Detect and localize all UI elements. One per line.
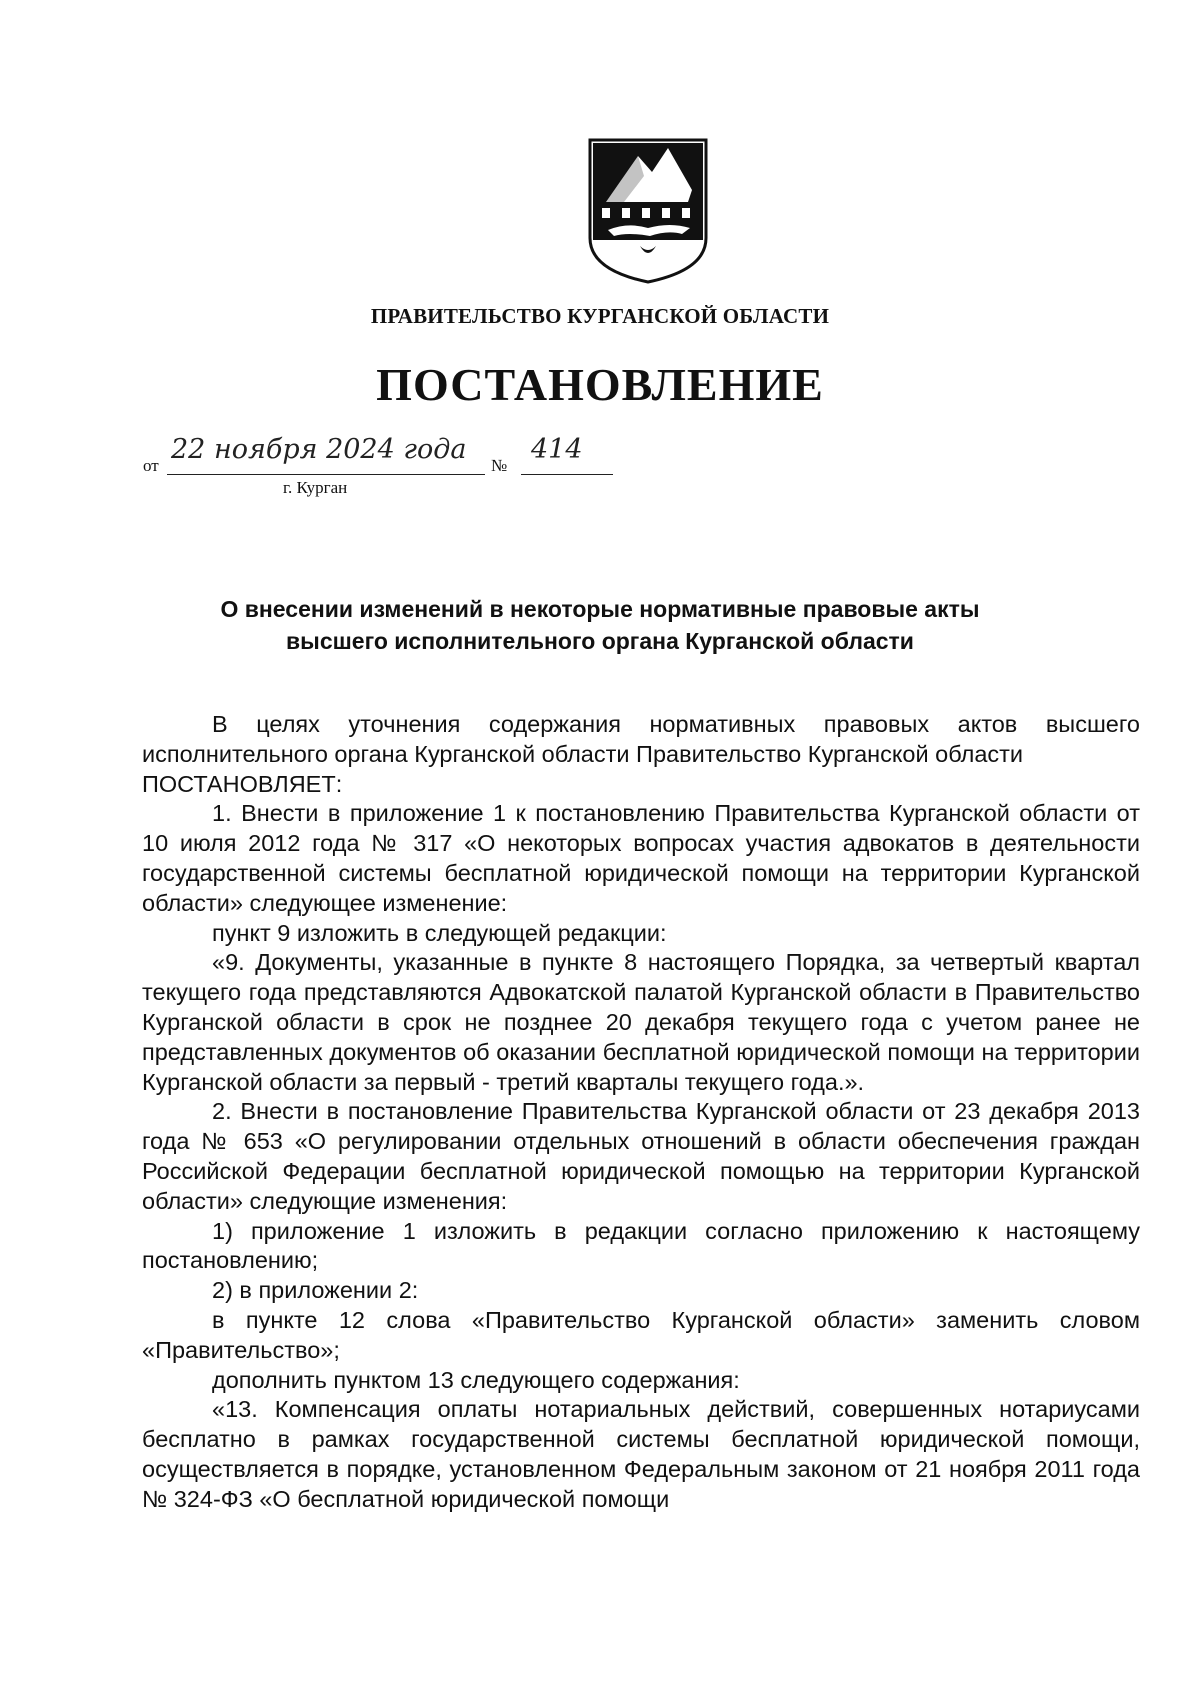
city-label: г. Курган (283, 478, 348, 497)
number-handwritten: 414 (531, 434, 583, 465)
title-line-1: О внесении изменений в некоторые нормативные правовые акты (220, 596, 980, 622)
date-number-line (143, 434, 663, 500)
preamble-paragraph: В целях уточнения содержания нормативных правовых актов высшего исполнительного органа Курганской области Правительство Курганской области (142, 711, 1140, 767)
document-type-heading: ПОСТАНОВЛЕНИЕ (376, 359, 824, 410)
date-handwritten: 22 ноября 2024 года (171, 434, 467, 465)
item-2-2-paragraph: 2) в приложении 2: (212, 1277, 419, 1304)
title-line-2: высшего исполнительного органа Курганской области (286, 628, 914, 654)
number-underline (521, 474, 613, 475)
item-2-2-a-paragraph: в пункте 12 слова «Правительство Курганской области» заменить словом «Правительство»; (142, 1306, 1140, 1363)
document-body (142, 710, 1140, 1515)
item-2-2-b-paragraph: дополнить пунктом 13 следующего содержания: (212, 1366, 740, 1393)
item-2-paragraph: 2. Внести в постановление Правительства Курганской области от 23 декабря 2013 года № 653 «О регулировании отдельных отношений в области обеспечения граждан Российской Федерации бесплатной юридической помощью на территории Курганской области» следующие изменения: (142, 1098, 1140, 1214)
item-1-sub-paragraph: пункт 9 изложить в следующей редакции: (212, 919, 667, 946)
item-1-paragraph: 1. Внести в приложение 1 к постановлению Правительства Курганской области от 10 июля 2012 года № 317 «О некоторых вопросах участия адвокатов в деятельности государственной системы бесплатной юридической помощи на территории Курганской области» следующее изменение: (142, 800, 1140, 916)
number-label: № (491, 456, 508, 475)
date-from-label: от (143, 456, 159, 475)
item-2-1-paragraph: 1) приложение 1 изложить в редакции согласно приложению к настоящему постановлению; (142, 1217, 1140, 1274)
item-2-2-quoted-text: «13. Компенсация оплаты нотариальных действий, совершенных нотариусами бесплатно в рамках государственной системы бесплатной юридической помощи, осуществляется в порядке, установленном Федеральным законом от 21 ноября 2011 года № 324-ФЗ «О бесплатной юридической помощи (142, 1396, 1140, 1512)
coat-of-arms-icon (584, 136, 712, 286)
item-1-quoted-text: «9. Документы, указанные в пункте 8 настоящего Порядка, за четвертый квартал текущего года представляются Адвокатской палатой Курганской области в Правительство Курганской области в срок не позднее 20 декабря текущего года с учетом ранее не представленных документов об оказании бесплатной юридической помощи на территории Курганской области за первый - третий кварталы текущего года.». (142, 949, 1140, 1095)
resolves-word: ПОСТАНОВЛЯЕТ: (142, 770, 343, 797)
document-title (0, 593, 1200, 657)
government-name: ПРАВИТЕЛЬСТВО КУРГАНСКОЙ ОБЛАСТИ (370, 304, 830, 328)
date-underline (167, 474, 485, 475)
